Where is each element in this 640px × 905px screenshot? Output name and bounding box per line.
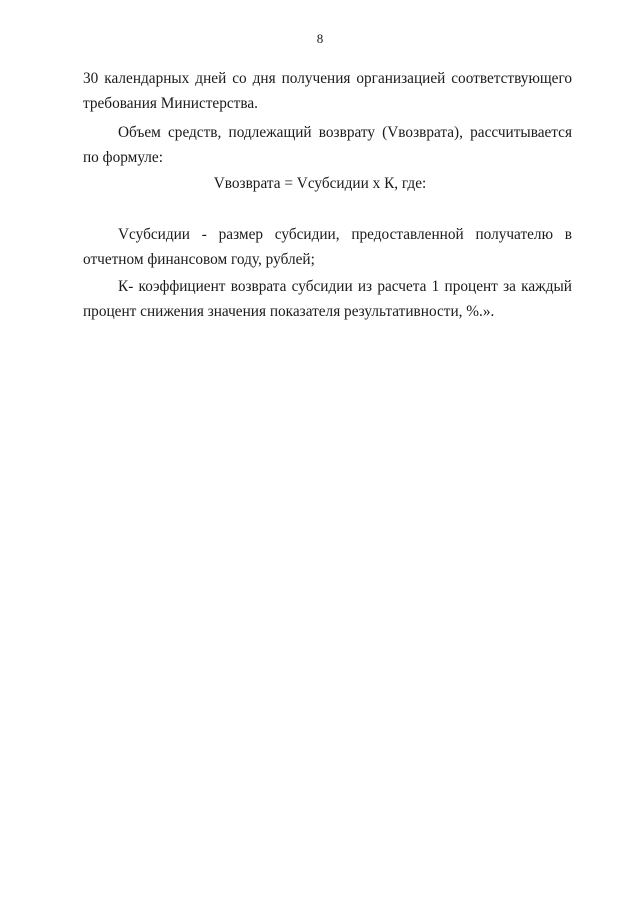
definition-subsidy (83, 222, 572, 272)
definition-coefficient (83, 274, 572, 324)
paragraph-volume (83, 120, 572, 170)
paragraph-volume-text: Объем средств, подлежащий возврату (Vвозврата), рассчитывается по формуле: (83, 124, 572, 166)
paragraph-continuation (83, 66, 572, 116)
definition-subsidy-text: Vсубсидии - размер субсидии, предоставленной получателю в отчетном финансовом году, рублей; (83, 226, 572, 268)
paragraph-continuation-text: 30 календарных дней со дня получения организацией соответствующего требования Министерства. (83, 70, 572, 112)
definition-coefficient-text: К- коэффициент возврата субсидии из расчета 1 процент за каждый процент снижения значения показателя результативности, %.». (83, 278, 572, 320)
page-number: 8 (316, 31, 324, 46)
formula: Vвозврата = Vсубсидии x К, где: (213, 175, 427, 192)
